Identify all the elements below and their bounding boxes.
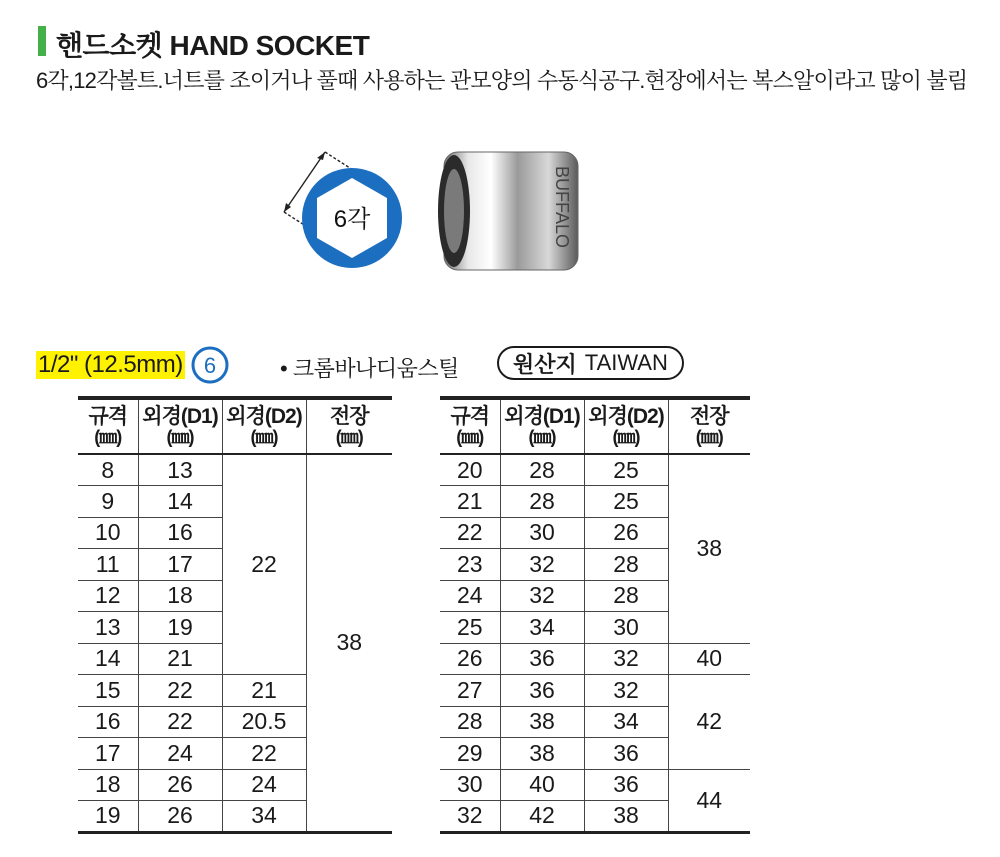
size-cell: 28	[440, 706, 500, 738]
table-row	[440, 675, 750, 707]
d1-cell: 34	[500, 612, 584, 644]
spec-table-left	[78, 396, 392, 834]
d2-cell: 25	[584, 454, 668, 486]
table-row	[440, 769, 750, 801]
hex-badge-number: 6	[203, 353, 216, 378]
size-cell: 32	[456, 802, 483, 829]
header-size: 규격 (㎜)	[440, 398, 500, 454]
length-cell: 38	[668, 454, 750, 643]
hex-badge-icon	[191, 346, 229, 384]
size-cell: 26	[440, 643, 500, 675]
header-d2: 외경(D2) (㎜)	[584, 398, 668, 454]
header-length: 전장 (㎜)	[668, 398, 750, 454]
d1-cell: 42	[500, 801, 584, 833]
d2-cell: 28	[584, 580, 668, 612]
header-d1: 외경(D1) (㎜)	[138, 398, 222, 454]
d1-cell: 38	[500, 738, 584, 770]
product-figure	[268, 130, 598, 280]
d2-cell: 34	[584, 706, 668, 738]
d1-cell: 17	[138, 549, 222, 581]
size-cell: 18	[78, 769, 138, 801]
d1-cell: 30	[500, 517, 584, 549]
d2-cell: 36	[584, 738, 668, 770]
size-cell: 11	[78, 549, 138, 581]
d1-cell: 16	[138, 517, 222, 549]
product-description: 6각,12각볼트.너트를 조이거나 풀때 사용하는 관모양의 수동식공구.현장에서는 복스알이라고 많이 불림	[36, 68, 968, 93]
d2-cell: 28	[584, 549, 668, 581]
d2-cell: 32	[584, 643, 668, 675]
header-length: 전장 (㎜)	[306, 398, 392, 454]
page-title: 핸드소켓 HAND SOCKET	[56, 30, 370, 61]
size-line	[36, 345, 229, 385]
size-cell: 14	[78, 643, 138, 675]
origin-label: 원산지	[513, 351, 577, 377]
socket-image	[438, 152, 578, 270]
size-cell: 23	[440, 549, 500, 581]
d1-cell: 40	[500, 769, 584, 801]
d1-cell: 26	[138, 769, 222, 801]
size-cell: 30	[440, 769, 500, 801]
d2-cell: 26	[584, 517, 668, 549]
d1-cell: 32	[500, 580, 584, 612]
d1-cell: 32	[500, 549, 584, 581]
drive-size-label: 1/2" (12.5mm)	[38, 351, 183, 378]
table-row	[440, 454, 750, 486]
d1-cell: 28	[500, 454, 584, 486]
d2-cell: 22	[222, 738, 306, 770]
d2-cell: 25	[584, 486, 668, 518]
length-cell: 40	[668, 643, 750, 675]
d1-cell: 21	[138, 643, 222, 675]
size-cell: 17	[78, 738, 138, 770]
brand-text: BUFFALO	[552, 166, 572, 249]
d1-cell: 22	[138, 706, 222, 738]
size-cell: 8	[78, 454, 138, 486]
size-cell: 25	[440, 612, 500, 644]
d2-cell: 21	[222, 675, 306, 707]
size-cell: 29	[440, 738, 500, 770]
size-cell: 22	[440, 517, 500, 549]
d1-cell: 36	[500, 675, 584, 707]
size-cell: 15	[78, 675, 138, 707]
material-label: • 크롬바나디움스틸	[280, 356, 459, 381]
length-cell: 42	[668, 675, 750, 770]
d2-cell: 32	[584, 675, 668, 707]
header-d2: 외경(D2) (㎜)	[222, 398, 306, 454]
hex-label: 6각	[333, 206, 371, 233]
hex-diagram	[302, 168, 402, 268]
size-cell: 21	[440, 486, 500, 518]
length-cell: 44	[668, 769, 750, 832]
table-row	[78, 454, 392, 486]
d2-cell: 30	[584, 612, 668, 644]
d2-cell: 34	[222, 801, 306, 833]
d2-cell: 38	[584, 801, 668, 833]
d2-cell: 36	[584, 769, 668, 801]
d1-cell: 13	[138, 454, 222, 486]
origin-value: TAIWAN	[584, 350, 668, 375]
size-cell: 24	[440, 580, 500, 612]
size-cell: 13	[78, 612, 138, 644]
size-cell: 12	[78, 580, 138, 612]
d1-cell: 18	[138, 580, 222, 612]
d1-cell: 24	[138, 738, 222, 770]
header-d1: 외경(D1) (㎜)	[500, 398, 584, 454]
header-size: 규격 (㎜)	[78, 398, 138, 454]
d1-cell: 22	[138, 675, 222, 707]
d1-cell: 19	[138, 612, 222, 644]
d1-cell: 36	[500, 643, 584, 675]
d2-cell: 24	[222, 769, 306, 801]
size-cell: 9	[78, 486, 138, 518]
title-accent-bar	[38, 26, 46, 56]
spec-table-right	[440, 396, 750, 834]
size-cell: 10	[78, 517, 138, 549]
d2-cell: 22	[222, 454, 306, 675]
d1-cell: 14	[138, 486, 222, 518]
size-cell: 19	[94, 802, 121, 829]
d1-cell: 28	[500, 486, 584, 518]
d1-cell: 26	[138, 801, 222, 833]
d1-cell: 38	[500, 706, 584, 738]
size-cell: 27	[440, 675, 500, 707]
origin-badge	[497, 346, 684, 380]
length-cell: 38	[306, 454, 392, 832]
size-cell: 16	[78, 706, 138, 738]
table-row	[440, 643, 750, 675]
d2-cell: 20.5	[222, 706, 306, 738]
size-cell: 20	[440, 454, 500, 486]
